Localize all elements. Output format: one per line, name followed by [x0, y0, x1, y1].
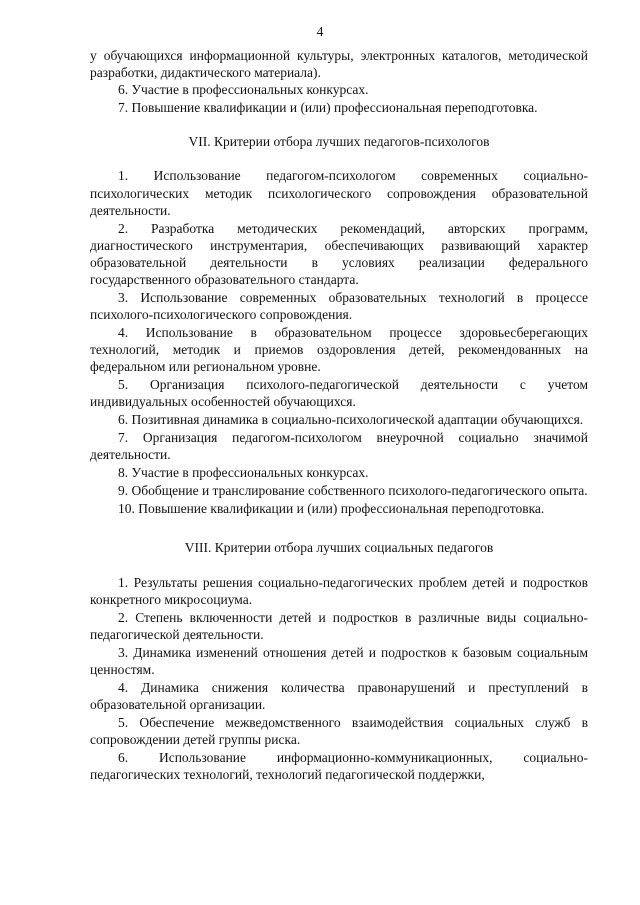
list-item: 8. Участие в профессиональных конкурсах.	[118, 465, 369, 481]
list-item: 7. Повышение квалификации и (или) профессиональная переподготовка.	[118, 100, 538, 116]
section-heading-vii: VII. Критерии отбора лучших педагогов-психологов	[188, 134, 490, 150]
list-item: 4. Использование в образовательном процессе здоровьесберегающих технологий, методик и приемов оздоровления детей, рекомендованных на федеральном или региональном уровне.	[90, 325, 588, 375]
list-item: 6. Позитивная динамика в социально-психологической адаптации обучающихся.	[118, 412, 584, 428]
list-item: 9. Обобщение и транслирование собственного психолого-педагогического опыта.	[118, 482, 588, 498]
page-number: 4	[316, 24, 324, 39]
list-item: 5. Организация психолого-педагогической деятельности с учетом индивидуальных особенностей обучающихся.	[90, 377, 588, 410]
list-item: 2. Разработка методических рекомендаций, авторских программ, диагностического инструментария, обеспечивающих развивающий характер образовательной деятельности в условиях реализации федерального государственного образовательного стандарта.	[90, 220, 588, 288]
list-item: 6. Использование информационно-коммуникационных, социально-педагогических технологий, технологий педагогической поддержки,	[90, 749, 588, 783]
list-item: 10. Повышение квалификации и (или) профессиональная переподготовка.	[118, 500, 545, 516]
continuation-paragraph: у обучающихся информационной культуры, электронных каталогов, методической разработки, дидактического материала).	[90, 48, 588, 81]
section-heading-viii: VIII. Критерии отбора лучших социальных педагогов	[184, 539, 494, 555]
list-item: 3. Использование современных образовательных технологий в процессе психолого-психологического сопровождения.	[90, 290, 588, 323]
list-item: 3. Динамика изменений отношения детей и подростков к базовым социальным ценностям.	[90, 644, 588, 678]
list-item: 4. Динамика снижения количества правонарушений и преступлений в образовательной организации.	[90, 679, 588, 713]
list-item: 5. Обеспечение межведомственного взаимодействия социальных служб в сопровождении детей группы риска.	[90, 714, 588, 748]
document-body	[90, 47, 588, 783]
list-item: 1. Использование педагогом-психологом современных социально-психологических методик психологического сопровождения образовательной деятельности.	[90, 168, 588, 218]
list-item: 2. Степень включенности детей и подростков в различные виды социально-педагогической деятельности.	[90, 609, 588, 643]
list-item: 1. Результаты решения социально-педагогических проблем детей и подростков конкретного микросоциума.	[90, 574, 588, 608]
list-item: 6. Участие в профессиональных конкурсах.	[118, 82, 369, 98]
list-item: 7. Организация педагогом-психологом внеурочной социально значимой деятельности.	[90, 430, 588, 463]
